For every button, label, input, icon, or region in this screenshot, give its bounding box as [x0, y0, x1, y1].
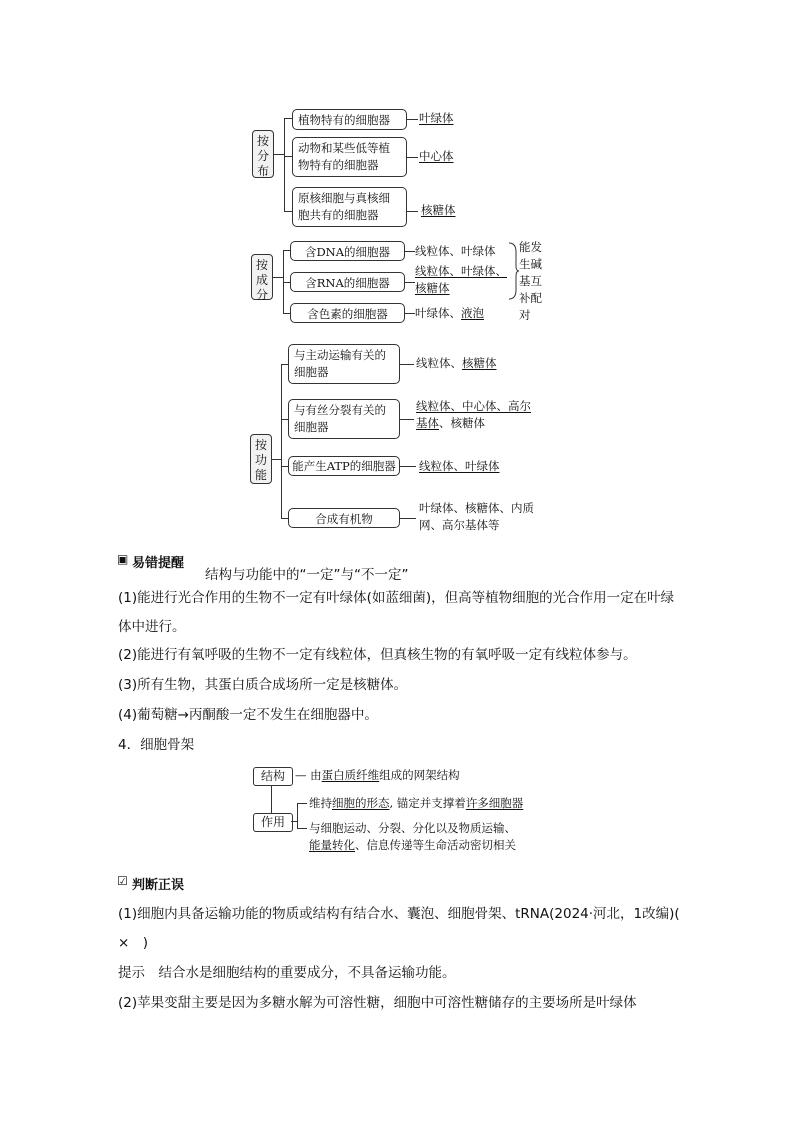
- organelle-box: 植物特有的细胞器: [292, 109, 407, 130]
- cytoskeleton-heading: 4．细胞骨架: [118, 737, 195, 753]
- result-synthesis-line1: 叶绿体、核糖体、内质: [419, 501, 534, 515]
- structure-label: 结构: [253, 767, 293, 786]
- organelle-box: 能产生ATP的细胞器: [288, 456, 400, 476]
- result-mitosis-line1: 线粒体、中心体、高尔: [416, 399, 531, 413]
- tip-item-2: (2)能进行有氧呼吸的生物不一定有线粒体，但真核生物的有氧呼吸一定有线粒体参与。: [118, 647, 637, 663]
- result-ribosome: 核糖体: [421, 203, 456, 217]
- organelle-box: 与有丝分裂有关的细胞器: [288, 399, 400, 439]
- organelle-box: 含DNA的细胞器: [290, 241, 405, 261]
- judge-q2: (2)苹果变甜主要是因为多糖水解为可溶性糖，细胞中可溶性糖储存的主要场所是叶绿体: [118, 995, 637, 1011]
- judge-q1: (1)细胞内具备运输功能的物质或结构有结合水、囊泡、细胞骨架、tRNA(2024·河北，1改编)( × ): [118, 906, 694, 951]
- result-pigment: 叶绿体、液泡: [415, 306, 484, 320]
- result-synthesis-line2: 网、高尔基体等: [419, 518, 500, 532]
- function-label: 作用: [253, 813, 293, 832]
- organelle-box: 合成有机物: [288, 508, 400, 528]
- result-mitosis-line2: 基体、核糖体: [416, 416, 485, 430]
- organelle-box: 动物和某些低等植物特有的细胞器: [292, 137, 407, 177]
- category-function: 按功能: [250, 434, 272, 484]
- tip-item-1: (1)能进行光合作用的生物不一定有叶绿体(如蓝细菌)，但高等植物细胞的光合作用一定在叶绿体中进行。: [118, 590, 675, 635]
- result-chloroplast: 叶绿体: [419, 111, 454, 125]
- tip-subtitle: 结构与功能中的“一定”与“不一定”: [205, 567, 409, 583]
- result-centrosome: 中心体: [419, 149, 454, 163]
- organelle-box: 原核细胞与真核细胞共有的细胞器: [292, 187, 407, 227]
- result-dna: 线粒体、叶绿体: [415, 244, 496, 258]
- tip-title: 易错提醒: [132, 556, 185, 571]
- result-rna-line1: 线粒体、叶绿体、: [415, 264, 507, 278]
- function-2-line2: 能量转化、信息传递等生命活动密切相关: [309, 838, 516, 852]
- tip-item-4: (4)葡萄糖→丙酮酸一定不发生在细胞器中。: [118, 707, 378, 723]
- organelle-box: 含色素的细胞器: [290, 303, 405, 323]
- function-1: 维持细胞的形态, 锚定并支撑着许多细胞器: [309, 796, 524, 810]
- result-atp: 线粒体、叶绿体: [419, 459, 500, 473]
- category-distribution: 按分布: [252, 130, 274, 178]
- judge-title: 判断正误: [132, 878, 185, 893]
- function-2-line1: 与细胞运动、分裂、分化以及物质运输、: [309, 821, 516, 835]
- tip-icon: ▣: [117, 552, 129, 566]
- base-pairing-note: 能发生碱基互补配对: [519, 240, 542, 322]
- structure-text: — 由蛋白质纤维组成的网架结构: [295, 768, 460, 782]
- judge-icon: ☑: [117, 874, 128, 888]
- organelle-box: 含RNA的细胞器: [290, 272, 405, 292]
- organelle-box: 与主动运输有关的细胞器: [288, 344, 400, 384]
- tip-item-3: (3)所有生物，其蛋白质合成场所一定是核糖体。: [118, 677, 408, 693]
- category-composition: 按成分: [251, 254, 273, 300]
- judge-hint: 提示 结合水是细胞结构的重要成分，不具备运输功能。: [118, 965, 456, 981]
- result-rna-line2: 核糖体: [415, 281, 450, 295]
- result-active-transport: 线粒体、核糖体: [416, 356, 497, 370]
